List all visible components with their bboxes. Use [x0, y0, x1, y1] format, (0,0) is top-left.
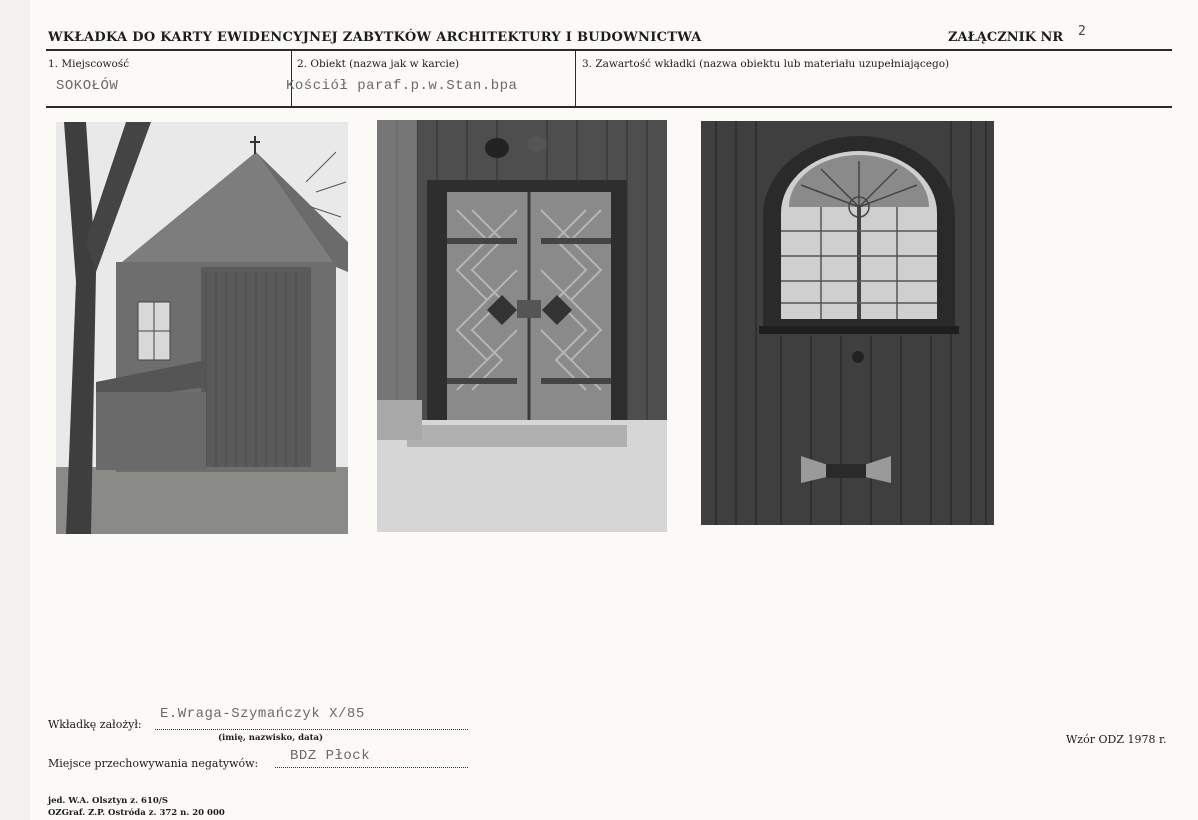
- header-rule: [46, 49, 1172, 51]
- object-label: 2. Obiekt (nazwa jak w karcie): [297, 58, 460, 70]
- print-info-line1: jed. W.A. Olsztyn z. 610/S: [48, 796, 169, 806]
- field-divider-2: [575, 50, 576, 106]
- created-by-line: [155, 729, 468, 730]
- storage-value: BDZ Płock: [290, 748, 371, 764]
- content-label: 3. Zawartość wkładki (nazwa obiektu lub materiału uzupełniającego): [582, 58, 950, 70]
- document-title: WKŁADKA DO KARTY EWIDENCYJNEJ ZABYTKÓW ARCHITEKTURY I BUDOWNICTWA: [48, 30, 702, 45]
- storage-line: [275, 767, 468, 768]
- scan-margin: [0, 0, 30, 820]
- print-info-line2: OZGraf. Z.P. Ostróda z. 372 n. 20 000: [48, 808, 225, 818]
- locality-value: SOKOŁÓW: [56, 78, 119, 94]
- created-by-hint: (imię, nazwisko, data): [218, 733, 324, 743]
- fields-bottom-rule: [46, 106, 1172, 108]
- photo-church-exterior: [56, 122, 348, 534]
- template-note: Wzór ODZ 1978 r.: [1066, 733, 1167, 746]
- object-value: Kościół paraf.p.w.Stan.bpa: [286, 78, 518, 94]
- created-by-label: Wkładkę założył:: [48, 718, 142, 731]
- locality-label: 1. Miejscowość: [48, 58, 130, 70]
- storage-label: Miejsce przechowywania negatywów:: [48, 757, 259, 770]
- annex-number: 2: [1078, 24, 1086, 39]
- photo-church-door: [377, 120, 667, 532]
- annex-label: ZAŁĄCZNIK NR: [948, 30, 1064, 45]
- photo-church-window: [701, 121, 994, 525]
- created-by-value: E.Wraga-Szymańczyk X/85: [160, 706, 365, 722]
